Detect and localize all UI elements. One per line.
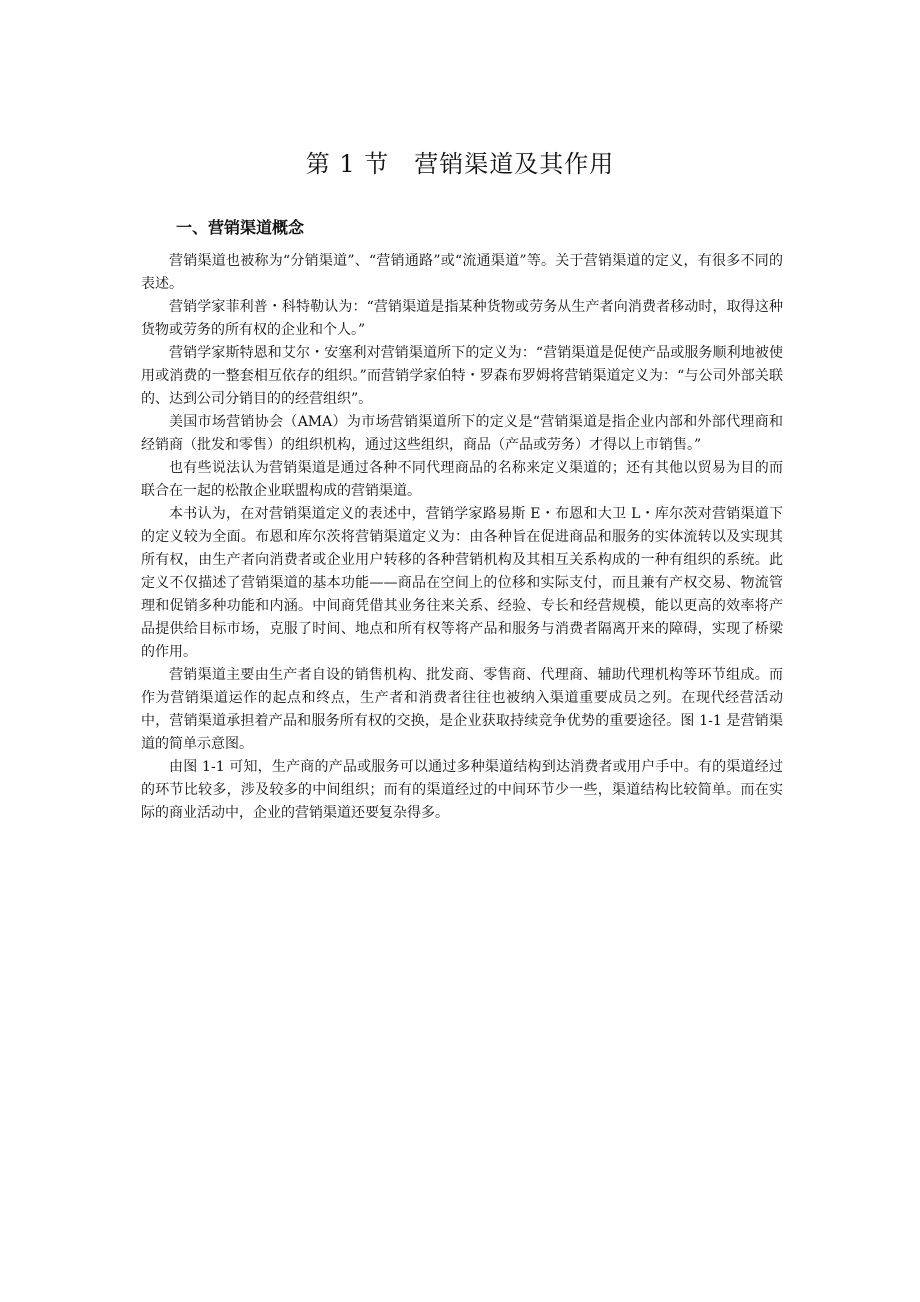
paragraph: 美国市场营销协会（AMA）为市场营销渠道所下的定义是“营销渠道是指企业内部和外部代理商和经销商（批发和零售）的组织机构，通过这些组织，商品（产品或劳务）才得以上市销售。” [141, 414, 783, 453]
paragraph: 营销学家斯特恩和艾尔・安塞利对营销渠道所下的定义为：“营销渠道是促使产品或服务顺利地被使用或消费的一整套相互依存的组织。”而营销学家伯特・罗森布罗姆将营销渠道定义为：“与公司外部关联的、达到公司分销目的的经营组织”。 [141, 345, 783, 407]
section-heading: 一、营销渠道概念 [176, 218, 305, 237]
paragraph: 营销渠道主要由生产者自设的销售机构、批发商、零售商、代理商、辅助代理机构等环节组成。而作为营销渠道运作的起点和终点，生产者和消费者往往也被纳入渠道重要成员之列。在现代经营活动中，营销渠道承担着产品和服务所有权的交换，是企业获取持续竞争优势的重要途径。图 1-1 是营销渠道的简单示意图。 [141, 667, 783, 752]
paragraph: 营销学家菲利普・科特勒认为：“营销渠道是指某种货物或劳务从生产者向消费者移动时，取得这种货物或劳务的所有权的企业和个人。” [141, 299, 783, 338]
paragraph: 也有些说法认为营销渠道是通过各种不同代理商品的名称来定义渠道的；还有其他以贸易为目的而联合在一起的松散企业联盟构成的营销渠道。 [141, 460, 783, 499]
paragraph: 由图 1-1 可知，生产商的产品或服务可以通过多种渠道结构到达消费者或用户手中。有的渠道经过的环节比较多，涉及较多的中间组织；而有的渠道经过的中间环节少一些，渠道结构比较简单。而在实际的商业活动中，企业的营销渠道还要复杂得多。 [141, 759, 783, 821]
chapter-title: 第 1 节 营销渠道及其作用 [305, 150, 615, 178]
body-text [141, 250, 783, 825]
paragraph: 营销渠道也被称为“分销渠道”、“营销通路”或“流通渠道”等。关于营销渠道的定义，有很多不同的表述。 [141, 253, 783, 292]
paragraph: 本书认为，在对营销渠道定义的表述中，营销学家路易斯 E・布恩和大卫 L・库尔茨对营销渠道下的定义较为全面。布恩和库尔茨将营销渠道定义为：由各种旨在促进商品和服务的实体流转以及实现其所有权，由生产者向消费者或企业用户转移的各种营销机构及其相互关系构成的一种有组织的系统。此定义不仅描述了营销渠道的基本功能——商品在空间上的位移和实际支付，而且兼有产权交易、物流管理和促销多种功能和内涵。中间商凭借其业务往来关系、经验、专长和经营规模，能以更高的效率将产品提供给目标市场，克服了时间、地点和所有权等将产品和服务与消费者隔离开来的障碍，实现了桥梁的作用。 [141, 506, 783, 660]
